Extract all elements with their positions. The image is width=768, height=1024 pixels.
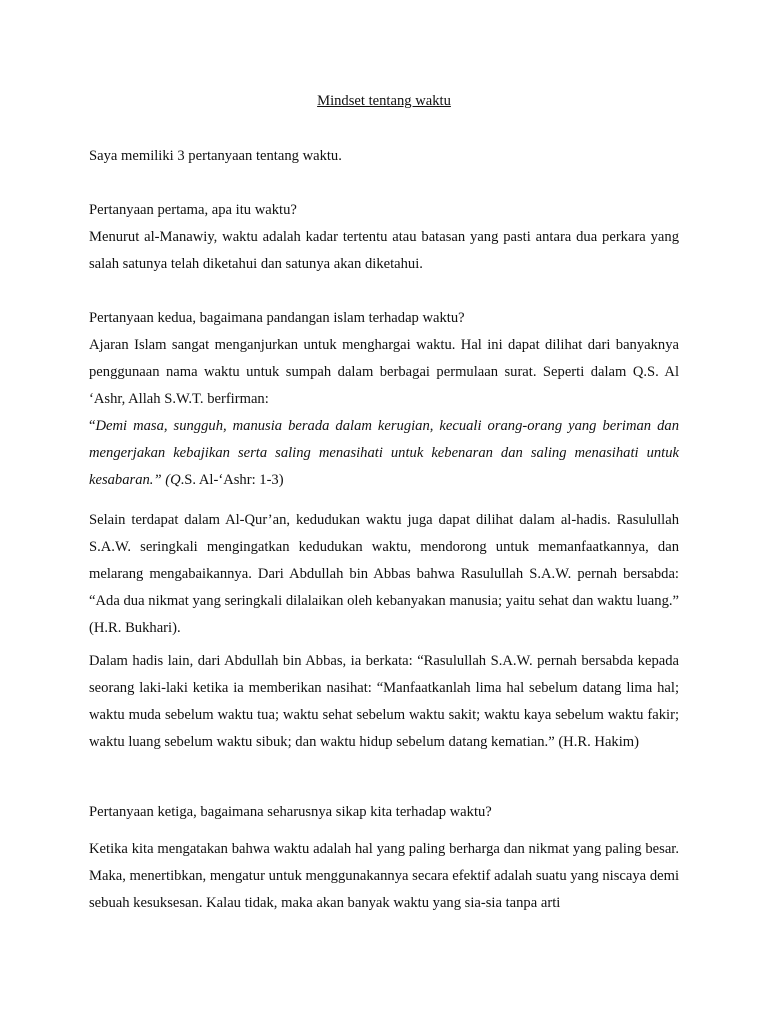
question-3-heading: Pertanyaan ketiga, bagaimana seharusnya sikap kita terhadap waktu? bbox=[89, 804, 492, 820]
quote-reference: .S. Al-‘Ashr: 1-3) bbox=[180, 472, 284, 488]
hadis-paragraph-1 bbox=[89, 507, 679, 642]
question-1-heading: Pertanyaan pertama, apa itu waktu? bbox=[89, 202, 297, 218]
section-question-1 bbox=[89, 197, 679, 278]
hadis-paragraph-1-text: Selain terdapat dalam Al-Qur’an, kedudukan waktu juga dapat dilihat dalam al-hadis. Rasulullah S.A.W. seringkali mengingatkan kedudukan waktu, mendorong untuk memanfaatkannya, dan melarang mengabaikannya. Dari Abdullah bin Abbas bahwa Rasulullah S.A.W. pernah bersabda: “Ada dua nikmat yang seringkali dilalaikan oleh kebanyakan manusia; yaitu sehat dan waktu luang.” (H.R. Bukhari). bbox=[89, 512, 679, 636]
hadis-paragraph-2-text: Dalam hadis lain, dari Abdullah bin Abbas, ia berkata: “Rasulullah S.A.W. pernah bersabda kepada seorang laki-laki ketika ia memberikan nasihat: “Manfaatkanlah lima hal sebelum datang lima hal; waktu muda sebelum waktu tua; waktu sehat sebelum waktu sakit; waktu kaya sebelum waktu fakir; waktu luang sebelum waktu sibuk; dan waktu hidup sebelum datang kematian.” (H.R. Hakim) bbox=[89, 653, 679, 750]
section-question-3-body bbox=[89, 836, 679, 917]
question-3-answer: Ketika kita mengatakan bahwa waktu adalah hal yang paling berharga dan nikmat yang paling besar. Maka, menertibkan, mengatur untuk menggunakannya secara efektif adalah suatu yang niscaya demi sebuah kesuksesan. Kalau tidak, maka akan banyak waktu yang sia-sia tanpa arti bbox=[89, 841, 679, 911]
question-2-answer: Ajaran Islam sangat menganjurkan untuk menghargai waktu. Hal ini dapat dilihat dari banyaknya penggunaan nama waktu untuk sumpah dalam berbagai permulaan surat. Seperti dalam Q.S. Al ‘Ashr, Allah S.W.T. berfirman: bbox=[89, 337, 679, 407]
intro-text: Saya memiliki 3 pertanyaan tentang waktu. bbox=[89, 148, 342, 164]
question-1-answer: Menurut al-Manawiy, waktu adalah kadar tertentu atau batasan yang pasti antara dua perkara yang salah satunya telah diketahui dan satunya akan diketahui. bbox=[89, 229, 679, 272]
intro-paragraph bbox=[89, 143, 679, 170]
document-title: Mindset tentang waktu bbox=[317, 93, 451, 109]
question-2-heading: Pertanyaan kedua, bagaimana pandangan islam terhadap waktu? bbox=[89, 310, 465, 326]
hadis-paragraph-2 bbox=[89, 648, 679, 756]
quote-italic-text: Demi masa, sungguh, manusia berada dalam kerugian, kecuali orang-orang yang beriman dan mengerjakan kebajikan serta saling menasihati untuk kebenaran dan saling menasihati untuk kesabaran.” (Q bbox=[89, 418, 679, 488]
section-question-3-heading bbox=[89, 799, 679, 826]
section-question-2 bbox=[89, 305, 679, 494]
quote-open-mark: “ bbox=[89, 418, 96, 434]
quran-quote bbox=[89, 413, 679, 494]
